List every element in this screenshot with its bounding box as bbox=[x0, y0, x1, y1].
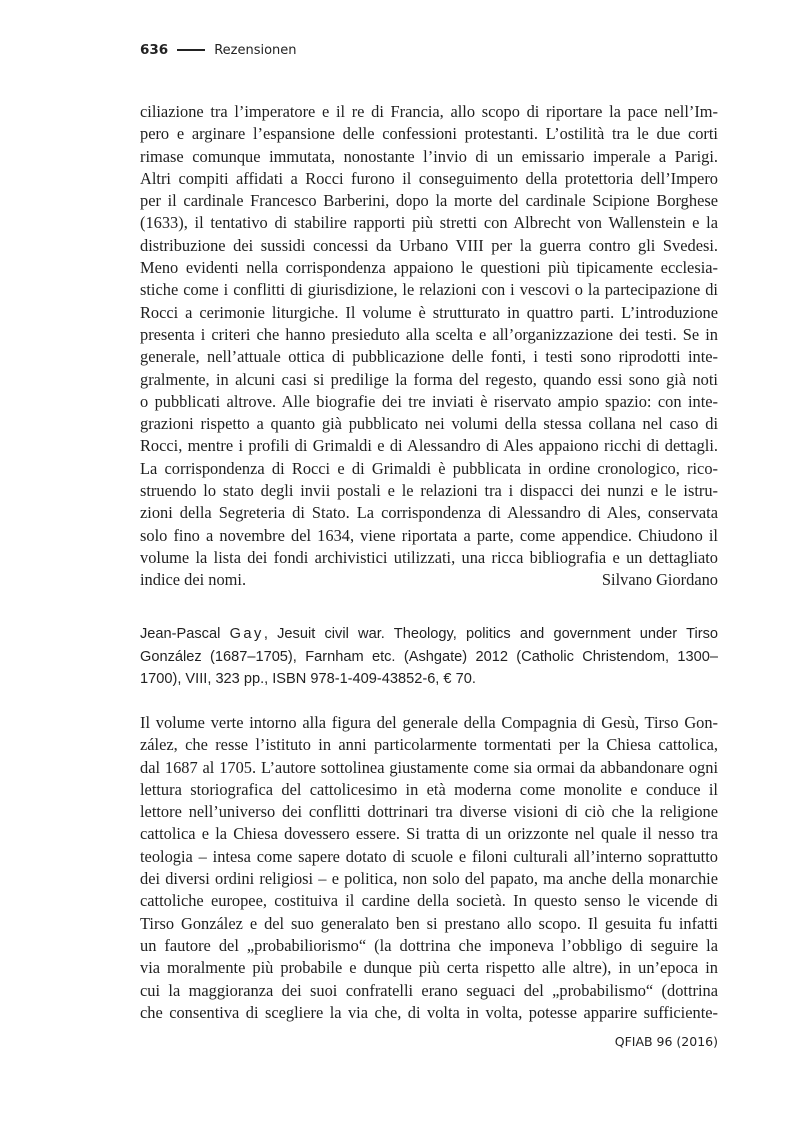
text-line: o pubblicati altrove. Alle biografie dei tre inviati è riservato ampio spazio: con inte- bbox=[140, 391, 718, 411]
text-line: volume la lista dei fondi archivistici utilizzati, una ricca bibliografia e un dettagliato bbox=[140, 547, 718, 567]
text-line: un fautore del „probabiliorismo“ (la dottrina che imponeva l’obbligo di seguire la bbox=[140, 935, 718, 955]
text-line: per il cardinale Francesco Barberini, dopo la morte del cardinale Scipione Borghese bbox=[140, 191, 718, 211]
closing-text: indice dei nomi. bbox=[140, 570, 247, 590]
biblio-line: 1700), VIII, 323 pp., ISBN 978-1-409-43852-6, € 70. bbox=[140, 671, 476, 687]
text-line: La corrispondenza di Rocci e di Grimaldi è pubblicata in ordine cronologico, rico- bbox=[140, 458, 718, 478]
text-line: zioni della Segreteria di Stato. La corrispondenza di Alessandro di Ales, conservata bbox=[140, 503, 718, 523]
page-number: 636 bbox=[140, 42, 169, 58]
text-line: solo fino a novembre del 1634, viene riportata a parte, come appendice. Chiudono il bbox=[140, 525, 718, 545]
text-line: Il volume verte intorno alla figura del generale della Compagnia di Gesù, Tirso Gon- bbox=[140, 713, 718, 732]
text-line: ciliazione tra l’imperatore e il re di Francia, allo scopo di riportare la pace nell’Im- bbox=[140, 102, 718, 121]
author-last-name: Gay bbox=[229, 626, 264, 642]
text-line: Altri compiti affidati a Rocci furono il conseguimento della protettoria dell’Impero bbox=[140, 168, 718, 188]
journal-footer: QFIAB 96 (2016) bbox=[614, 1034, 718, 1049]
running-header bbox=[140, 42, 297, 58]
text-line-last bbox=[140, 569, 718, 591]
text-line: (1633), il tentativo di stabilire rapporti più stretti con Albrecht von Wallenstein e la bbox=[140, 213, 718, 233]
reviewer-signature: Silvano Giordano bbox=[601, 570, 718, 590]
text-line: cattolica e la Chiesa dovessero essere. Si tratta di un orizzonte nel quale il nesso tra bbox=[140, 824, 718, 844]
text-line: teologia – intesa come sapere dotato di scuole e filoni culturali all’interno soprattutto bbox=[140, 846, 718, 866]
review-text bbox=[140, 712, 718, 1024]
review-text-continued bbox=[140, 101, 718, 592]
biblio-line: González (1687–1705), Farnham etc. (Ashgate) 2012 (Catholic Christendom, 1300– bbox=[140, 648, 718, 665]
text-line: presenta i criteri che hanno presieduto alla scelta e all’organizzazione dei testi. Se in bbox=[140, 324, 718, 344]
text-line: via moralmente più probabile e dunque più certa rispetto alle altre), in un’epoca in bbox=[140, 958, 718, 978]
bibliographic-entry bbox=[140, 623, 718, 691]
text-line: generale, nell’attuale ottica di pubblicazione delle fonti, i testi sono riprodotti inte- bbox=[140, 347, 718, 367]
text-line: Rocci, mentre i profili di Grimaldi e di Alessandro di Ales appaiono ricchi di dettagli. bbox=[140, 436, 718, 456]
text-line: distribuzione dei sussidi concessi da Urbano VIII per la guerra contro gli Svedesi. bbox=[140, 235, 718, 255]
header-rule bbox=[177, 49, 205, 51]
text-line: struendo lo stato degli invii postali e le relazioni tra i dispacci dei nunzi e le istru- bbox=[140, 481, 718, 501]
text-line: Tirso González e del suo generalato ben si prestano allo scopo. Il gesuita fu infatti bbox=[140, 913, 718, 933]
text-line: zález, che resse l’istituto in anni particolarmente tormentati per la Chiesa cattolica, bbox=[140, 735, 718, 755]
text-line: stiche come i conflitti di giurisdizione, le relazioni con i vescovi o la partecipazione di bbox=[140, 280, 718, 300]
text-line: lettura storiografica del cattolicesimo in età moderna come monolite e conduce il bbox=[140, 779, 718, 799]
text-line: gralmente, in alcuni casi si predilige la forma del regesto, quando essi sono già noti bbox=[140, 369, 718, 389]
biblio-title: , Jesuit civil war. Theology, politics and government under Tirso bbox=[263, 626, 718, 642]
text-line: Rocci a cerimonie liturgiche. Il volume è strutturato in quattro parti. L’introduzione bbox=[140, 302, 718, 322]
text-line: che consentiva di scegliere la via che, di volta in volta, potesse apparire sufficiente- bbox=[140, 1002, 718, 1022]
author-first-name: Jean-Pascal bbox=[140, 626, 221, 642]
text-line: lettore nell’universo dei conflitti dottrinari tra diverse visioni di ciò che la religione bbox=[140, 802, 718, 822]
text-line: rimase comunque immutata, nonostante l’invio di un emissario imperale a Parigi. bbox=[140, 146, 718, 166]
text-line: Meno evidenti nella corrispondenza appaiono le questioni più tipicamente ecclesia- bbox=[140, 258, 718, 278]
biblio-line bbox=[140, 623, 718, 646]
text-line: dal 1687 al 1705. L’autore sottolinea giustamente come sia ormai da abbandonare ogni bbox=[140, 757, 718, 777]
text-line: cui la maggioranza dei suoi confratelli erano seguaci del „probabilismo“ (dottrina bbox=[140, 980, 718, 1000]
text-line: grazioni rispetto a quanto già pubblicato nei volumi della stessa collana nel caso di bbox=[140, 414, 718, 434]
text-line: dei diversi ordini religiosi – e politica, non solo del papato, ma anche della monarchie bbox=[140, 869, 718, 889]
text-line: pero e arginare l’espansione delle confessioni protestanti. L’ostilità tra le due corti bbox=[140, 124, 718, 144]
section-title: Rezensionen bbox=[214, 42, 297, 58]
text-line: cattoliche europee, costituiva il cardine della società. In questo senso le vicende di bbox=[140, 891, 718, 911]
